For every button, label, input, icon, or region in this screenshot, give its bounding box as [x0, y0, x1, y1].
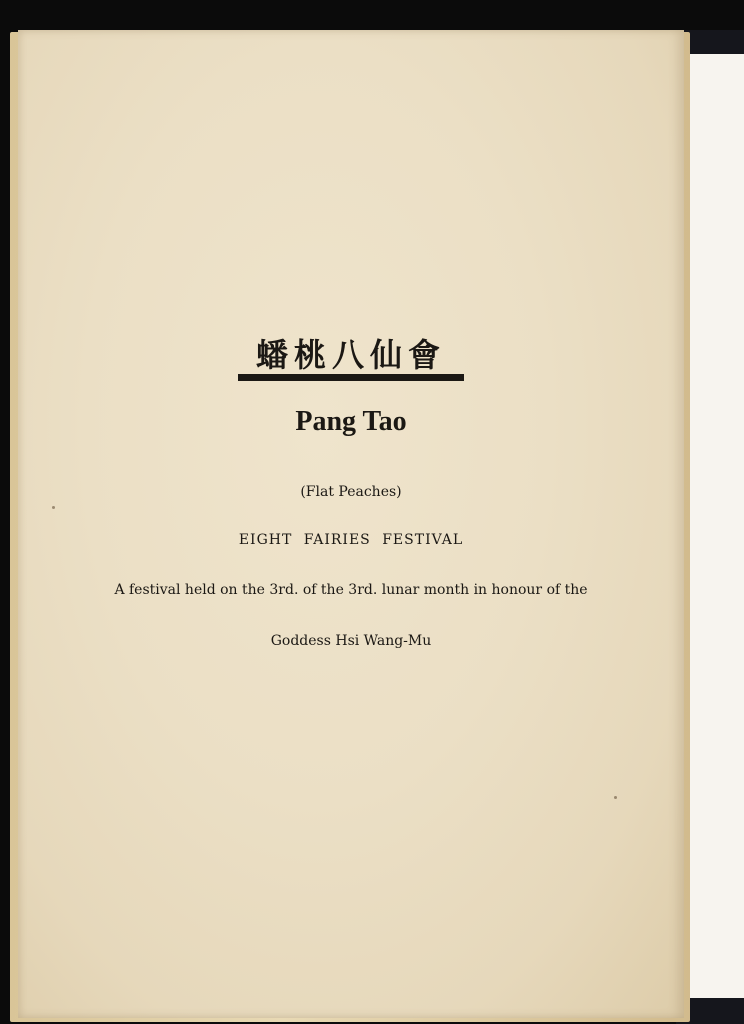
- paper-speck: [614, 796, 617, 799]
- festival-description: A festival held on the 3rd. of the 3rd. lunar month in honour of the: [114, 582, 588, 598]
- festival-name: EIGHT FAIRIES FESTIVAL: [238, 532, 464, 548]
- facing-page: [684, 54, 744, 998]
- paper-speck: [52, 506, 55, 509]
- chinese-title: 蟠桃八仙會: [255, 336, 446, 374]
- title-underline: [238, 374, 464, 381]
- page-title: Pang Tao: [295, 406, 407, 437]
- book-page: [18, 30, 684, 1018]
- goddess-name: Goddess Hsi Wang-Mu: [270, 633, 432, 649]
- page-subtitle: (Flat Peaches): [300, 484, 402, 500]
- page-content: [18, 30, 684, 1018]
